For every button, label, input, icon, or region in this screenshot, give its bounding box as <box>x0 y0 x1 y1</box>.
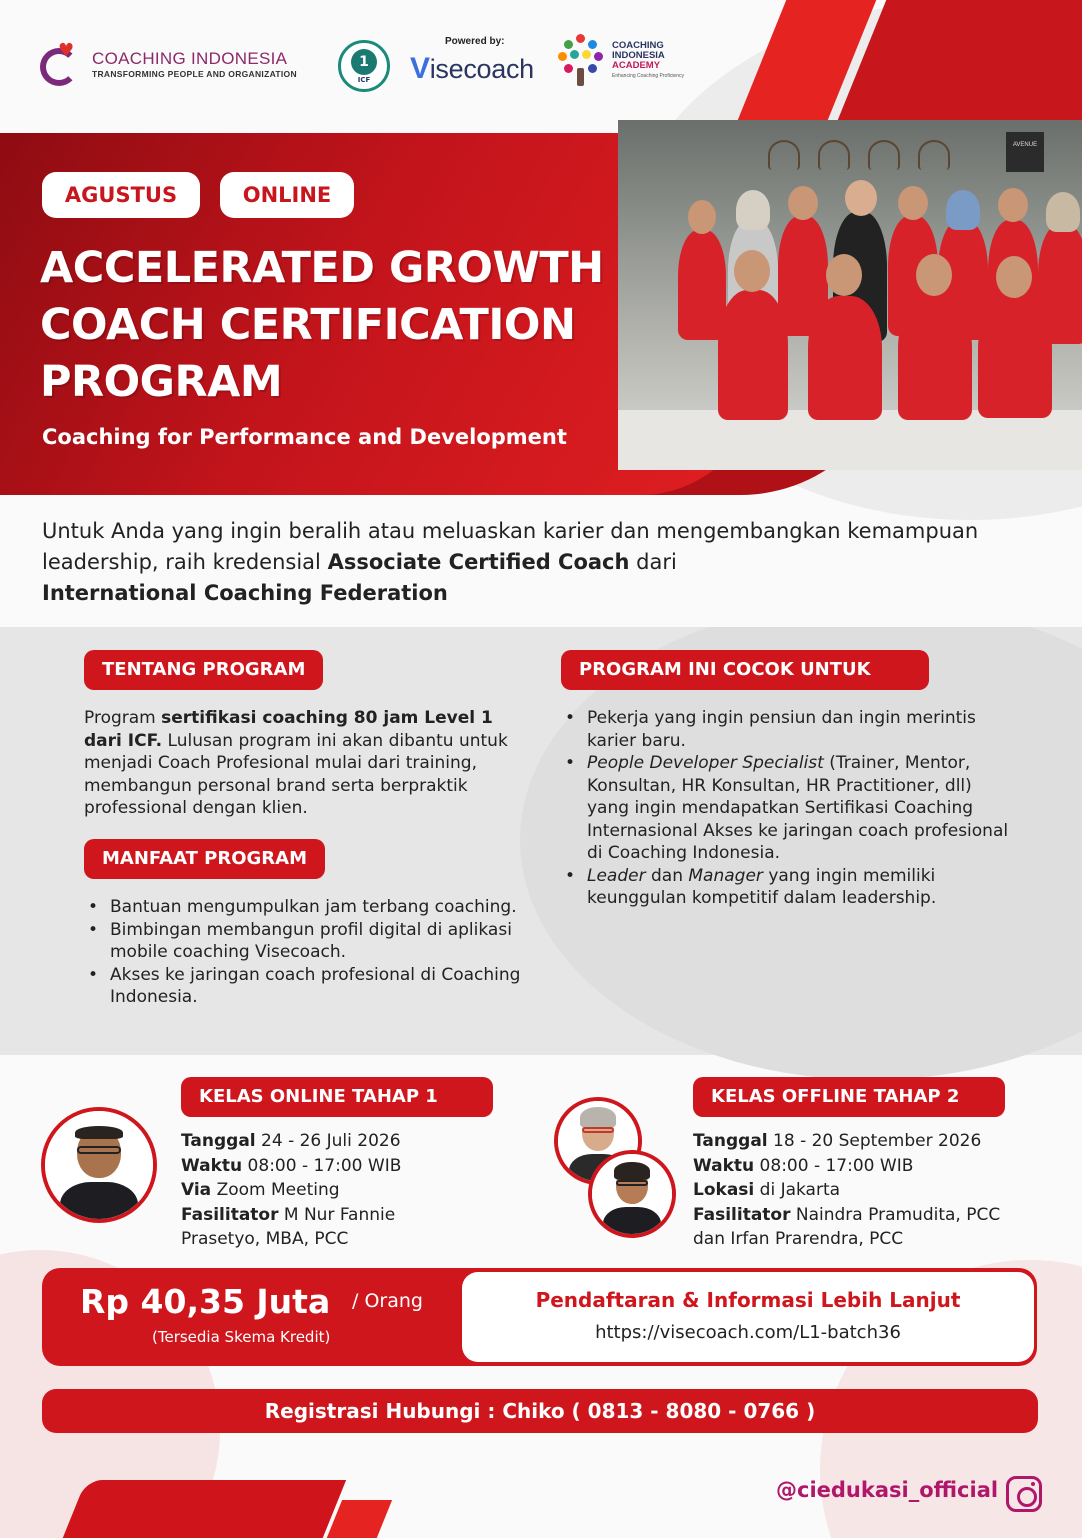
icf-level-badge <box>338 40 390 92</box>
online-class-heading: KELAS ONLINE TAHAP 1 <box>181 1077 493 1117</box>
instagram-icon[interactable] <box>1006 1476 1042 1512</box>
academy-line3: ACADEMY <box>612 60 661 71</box>
coaching-indonesia-logo <box>40 42 297 86</box>
decor-slash <box>54 1480 346 1538</box>
facilitator-avatar <box>41 1107 157 1223</box>
list-item: • Akses ke jaringan coach profesional di Coaching Indonesia. <box>84 964 524 1009</box>
facilitator-avatar <box>588 1150 676 1238</box>
academy-tagline: Enhancing Coaching Proficiency <box>612 73 684 79</box>
online-class-details: Tanggal 24 - 26 Juli 2026 Waktu 08:00 - 17:00 WIB Via Zoom Meeting Fasilitator M Nur Fannie Prasetyo, MBA, PCC <box>181 1131 402 1249</box>
list-item: • Pekerja yang ingin pensiun dan ingin merintis karier baru. <box>561 707 1011 752</box>
icf-label: ICF <box>357 75 371 84</box>
powered-by-label: Powered by: <box>445 36 505 47</box>
intro-text: Untuk Anda yang ingin beralih atau meluaskan karier dan mengembangkan kemampuan leadership, raih kredensial Associate Certified Coach dari International Coaching Federation <box>42 519 979 605</box>
page-title: ACCELERATED GROWTH COACH CERTIFICATION PROGRAM <box>40 243 604 407</box>
coaching-indonesia-mark-icon: ♥ <box>40 42 84 86</box>
logo-tagline: TRANSFORMING PEOPLE AND ORGANIZATION <box>92 69 297 79</box>
group-photo <box>618 120 1082 470</box>
manfaat-list <box>84 896 524 1009</box>
tentang-text: Program sertifikasi coaching 80 jam Level 1 dari ICF. Lulusan program ini akan dibantu untuk menjadi Coach Profesional mulai dari training, membangun personal brand serta berpraktik professional dengan klien. <box>84 708 508 818</box>
academy-line1: COACHING <box>612 40 664 51</box>
contact-bar[interactable]: Registrasi Hubungi : Chiko ( 0813 - 8080 - 0766 ) <box>42 1389 1038 1433</box>
instagram-handle[interactable]: @ciedukasi_official <box>776 1478 999 1502</box>
list-item: • Bimbingan membangun profil digital di aplikasi mobile coaching Visecoach. <box>84 919 524 964</box>
photo-sign: AVENUE <box>1006 132 1044 172</box>
list-item: • People Developer Specialist (Trainer, Mentor, Konsultan, HR Konsultan, HR Practitioner, dll) yang ingin mendapatkan Sertifikasi Coaching Internasional Akses ke jaringan coach profesional di Coaching Indonesia. <box>561 752 1011 865</box>
academy-line2: INDONESIA <box>612 50 665 61</box>
offline-class-details: Tanggal 18 - 20 September 2026 Waktu 08:00 - 17:00 WIB Lokasi di Jakarta Fasilitator Naindra Pramudita, PCC dan Irfan Prarendra, PCC <box>693 1131 1001 1249</box>
list-item: • Leader dan Manager yang ingin memiliki keunggulan kompetitif dalam leadership. <box>561 865 1011 910</box>
visecoach-logo: Visecoach <box>410 52 534 85</box>
page-subtitle: Coaching for Performance and Development <box>42 425 567 449</box>
offline-class-heading: KELAS OFFLINE TAHAP 2 <box>693 1077 1005 1117</box>
month-tag: AGUSTUS <box>42 172 200 218</box>
price-per: / Orang <box>352 1290 423 1312</box>
cocok-heading: PROGRAM INI COCOK UNTUK <box>561 650 929 690</box>
academy-logo <box>556 34 684 88</box>
credit-note: (Tersedia Skema Kredit) <box>152 1328 331 1346</box>
tentang-heading: TENTANG PROGRAM <box>84 650 323 690</box>
registration-box <box>462 1272 1034 1362</box>
icf-level-number: 1 <box>351 49 377 75</box>
list-item: • Bantuan mengumpulkan jam terbang coaching. <box>84 896 524 919</box>
logo-name: COACHING INDONESIA <box>92 49 288 68</box>
registration-title: Pendaftaran & Informasi Lebih Lanjut <box>535 1288 961 1312</box>
registration-link[interactable]: https://visecoach.com/L1-batch36 <box>595 1322 901 1343</box>
manfaat-heading: MANFAAT PROGRAM <box>84 839 325 879</box>
cocok-list <box>561 707 1011 910</box>
price-amount: Rp 40,35 Juta <box>80 1282 331 1321</box>
mode-tag: ONLINE <box>220 172 354 218</box>
academy-tree-icon <box>556 34 606 88</box>
